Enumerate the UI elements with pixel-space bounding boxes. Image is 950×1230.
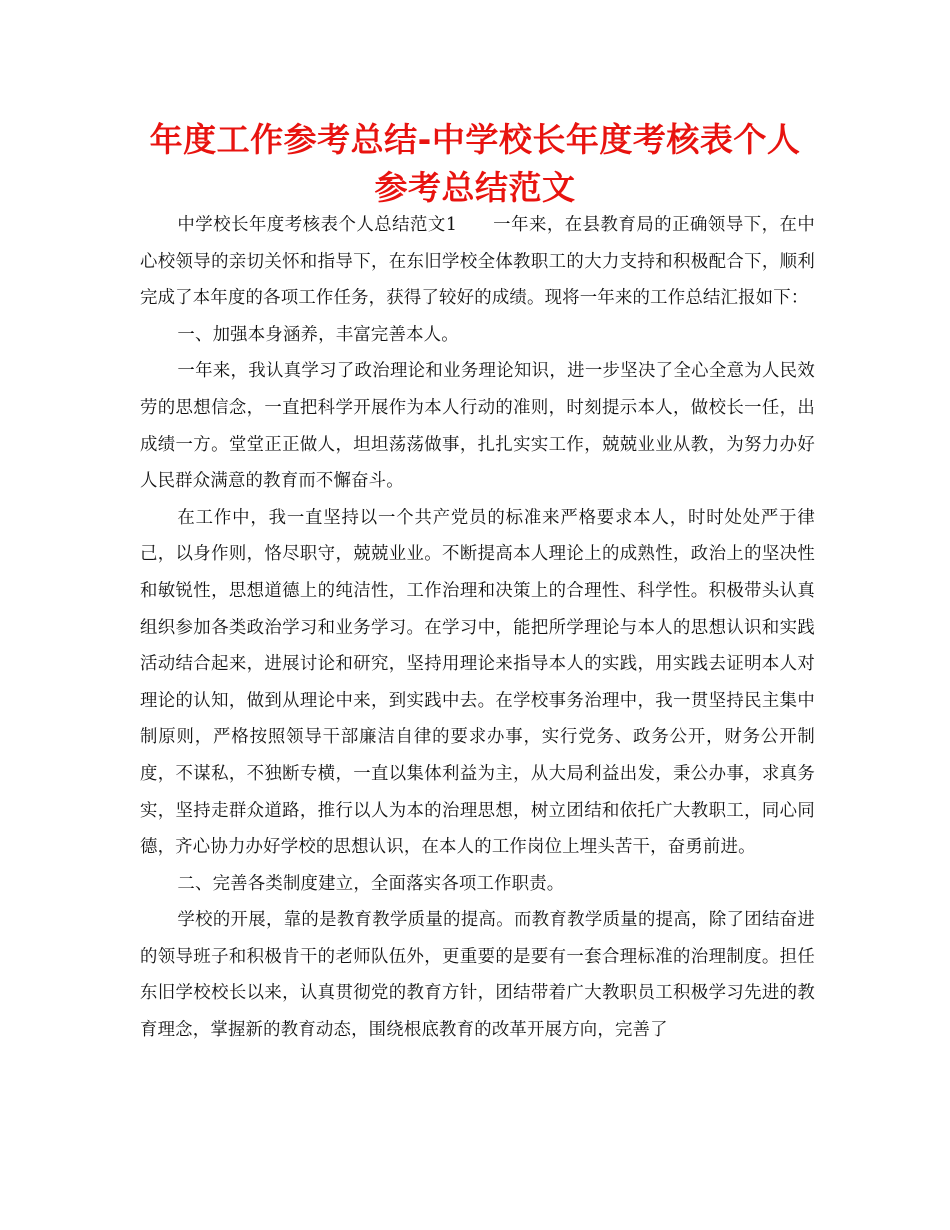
body-paragraph: 一年来，我认真学习了政治理论和业务理论知识，进一步坚决了全心全意为人民效劳的思想信念，一直把科学开展作为本人行动的准则，时刻提示本人，做校长一任，出成绩一方。堂堂正正做人，坦坦荡荡做事，扎扎实实工作，兢兢业业从教，为努力办好人民群众满意的教育而不懈奋斗。: [140, 361, 815, 492]
section-heading: 一、加强本身涵养，丰富完善本人。: [177, 324, 459, 345]
body-paragraph: 中学校长年度考核表个人总结范文1 一年来，在县教育局的正确领导下，在中心校领导的亲切关怀和指导下，在东旧学校全体教职工的大力支持和积极配合下，顺利完成了本年度的各项工作任务，获得了较好的成绩。现将一年来的工作总结汇报如下：: [140, 215, 815, 309]
body-paragraph: 在工作中，我一直坚持以一个共产党员的标准来严格要求本人，时时处处严于律己，以身作则，恪尽职守，兢兢业业。不断提高本人理论上的成熟性，政治上的坚决性和敏锐性，思想道德上的纯洁性，工作治理和决策上的合理性、科学性。积极带头认真组织参加各类政治学习和业务学习。在学习中，能把所学理论与本人的思想认识和实践活动结合起来，进展讨论和研究，坚持用理论来指导本人的实践，用实践去证明本人对理论的认知，做到从理论中来，到实践中去。在学校事务治理中，我一贯坚持民主集中制原则，严格按照领导干部廉洁自律的要求办事，实行党务、政务公开，财务公开制度，不谋私，不独断专横，一直以集体利益为主，从大局利益出发，秉公办事，求真务实，坚持走群众道路，推行以人为本的治理思想，树立团结和依托广大教职工，同心同德，齐心协力办好学校的思想认识，在本人的工作岗位上埋头苦干，奋勇前进。: [140, 507, 815, 858]
section-heading: 二、完善各类制度建立，全面落实各项工作职责。: [177, 873, 565, 894]
document-body: [140, 207, 815, 1049]
body-paragraph: 学校的开展，靠的是教育教学质量的提高。而教育教学质量的提高，除了团结奋进的领导班子和积极肯干的老师队伍外，更重要的是要有一套合理标准的治理制度。担任东旧学校校长以来，认真贯彻党的教育方针，团结带着广大教职员工积极学习先进的教育理念，掌握新的教育动态，围绕根底教育的改革开展方向，完善了: [140, 910, 815, 1041]
document-title: 年度工作参考总结-中学校长年度考核表个人参考总结范文: [149, 120, 801, 207]
